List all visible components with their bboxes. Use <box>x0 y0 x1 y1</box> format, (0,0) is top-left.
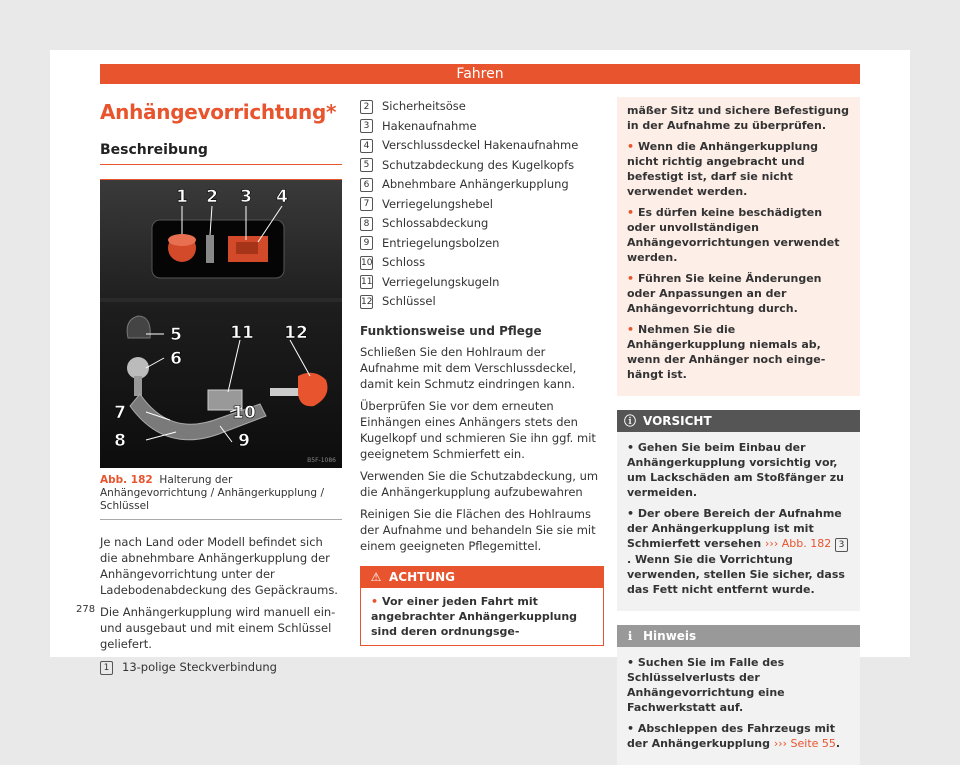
item-number: 5 <box>360 158 373 172</box>
list-item <box>360 136 604 156</box>
item-text: Schloss <box>382 255 426 269</box>
figure-label: 3 <box>240 187 252 207</box>
caution-text: Der obere Bereich der Aufnahme der Anhängerkupplung ist mit Schmierfett versehen <box>627 507 842 550</box>
item-number: 4 <box>360 139 373 153</box>
parts-list <box>360 97 604 312</box>
note-header <box>617 625 860 647</box>
item-number: 11 <box>361 277 373 288</box>
item-text: Schlüssel <box>382 294 436 308</box>
column-middle <box>360 97 604 646</box>
list-item <box>360 292 604 312</box>
item-text: Hakenaufnahme <box>382 118 477 133</box>
figure-label: 7 <box>114 403 126 423</box>
note-bullet: • Abschleppen des Fahrzeugs mit der Anhängerkupplung ››› Seite 55. <box>627 722 841 750</box>
item-text: Schlossabdeckung <box>382 216 489 230</box>
paragraph: Verwenden Sie die Schutzabdeckung, um die Anhängerkupplung aufzubewahren <box>360 468 599 499</box>
note-title: Hinweis <box>643 629 697 643</box>
warning-bullet <box>627 271 852 316</box>
caution-title: VORSICHT <box>643 414 712 428</box>
paragraph: Schließen Sie den Hohlraum der Aufnahme mit dem Verschlussdeckel, damit kein Schmutz eindringen kann. <box>360 344 577 391</box>
figure-label: 1 <box>176 187 188 207</box>
figure-caption <box>100 474 342 520</box>
note-body <box>617 647 860 765</box>
warning-continuation <box>617 97 860 396</box>
warning-text: Nehmen Sie die Anhängerkupplung niemals ab, wenn der Anhänger noch eingehängt ist. <box>627 323 826 381</box>
bullet-icon: • <box>371 594 379 608</box>
bullet-icon: • <box>627 272 635 285</box>
figure-ref-number: 3 <box>835 538 848 552</box>
bullet-icon: • <box>627 140 635 153</box>
item-number: 2 <box>360 100 373 114</box>
item-number: 10 <box>361 257 373 268</box>
note-text: Abschleppen des Fahrzeugs mit der Anhängerkupplung <box>627 722 835 750</box>
figure-label: 10 <box>232 403 256 423</box>
warning-text: Es dürfen keine beschädigten oder unvollständigen Anhängevorrichtungen verwendet werden. <box>627 206 840 264</box>
figure-illustration <box>100 180 342 468</box>
list-item <box>360 234 604 254</box>
list-item <box>360 253 604 273</box>
paragraph: Reinigen Sie die Flächen des Hohlraums der Aufnahme und behandeln Sie sie mit einem geeigneten Pflegemittel. <box>360 506 596 553</box>
item-number: 9 <box>360 236 373 250</box>
paragraph: Überprüfen Sie vor dem erneuten Einhängen eines Anhängers stets den Kugelkopf und schmieren Sie ihn ggf. mit geeignetem Schmierfett ein. <box>360 398 596 461</box>
info-icon: ℹ <box>627 629 633 643</box>
warning-bullet <box>627 322 852 382</box>
list-item <box>360 175 604 195</box>
item-number: 3 <box>360 119 373 133</box>
item-text: Entriegelungsbolzen <box>382 235 500 250</box>
bullet-icon: • <box>627 206 635 219</box>
list-item <box>360 195 604 215</box>
warning-body <box>361 588 603 645</box>
warning-header <box>361 566 603 588</box>
warning-box <box>360 566 604 646</box>
caution-body <box>617 432 860 611</box>
caution-text: Gehen Sie beim Einbau der Anhängerkupplung vorsichtig vor, um Lackschäden am Stoßfänger zu vermeiden. <box>627 441 844 499</box>
warning-text: Wenn die Anhängerkupplung nicht richtig angebracht und befestigt ist, darf sie nicht verwendet werden. <box>627 140 819 198</box>
warning-text: Vor einer jeden Fahrt mit angebrachter Anhängerkupplung sind deren ordnungsge- <box>371 594 578 638</box>
figure-label: 2 <box>206 187 218 207</box>
item-text: Verschlussdeckel Hakenaufnahme <box>382 138 579 152</box>
caption-text: Halterung der Anhängevorrichtung / Anhängerkupplung / Schlüssel <box>100 474 324 512</box>
caution-circle-icon: ⓘ <box>623 414 636 428</box>
item-number: 6 <box>360 178 373 192</box>
warning-title: ACHTUNG <box>389 569 455 584</box>
figure-label: 4 <box>276 187 288 207</box>
page-link[interactable]: ››› Seite 55 <box>773 737 836 750</box>
paragraph: Je nach Land oder Modell befindet sich die abnehmbare Anhängerkupplung der Anhängevorrichtung unter der Ladebodenabdeckung des Gepäckraums. <box>100 535 338 597</box>
caution-bullet: • Gehen Sie beim Einbau der Anhängerkupplung vorsichtig vor, um Lackschäden am Stoßfänger zu vermeiden. <box>627 441 844 499</box>
figure-label: 9 <box>238 431 250 451</box>
warning-text: Führen Sie keine Änderungen oder Anpassungen an der Anhängevorrichtung durch. <box>627 272 822 315</box>
figure-label: 6 <box>170 349 182 369</box>
warning-bullet <box>627 205 852 265</box>
list-item <box>360 117 604 137</box>
item-text: 13-polige Steckverbindung <box>122 660 277 674</box>
list-item <box>360 214 604 234</box>
list-item <box>360 156 604 176</box>
figure-link[interactable]: ››› Abb. 182 <box>765 537 832 550</box>
subsection-heading: Funktionsweise und Pflege <box>360 323 542 338</box>
item-number: 12 <box>361 296 373 307</box>
item-text: Sicherheitsöse <box>382 99 466 113</box>
column-left <box>100 100 342 678</box>
warning-triangle-icon: ⚠ <box>370 569 382 584</box>
column-right <box>617 97 860 765</box>
paragraph: Die Anhängerkupplung wird manuell ein- und ausgebaut und mit einem Schlüssel geliefert. <box>100 605 336 651</box>
item-number: 8 <box>360 217 373 231</box>
item-text: Verriegelungskugeln <box>382 274 500 289</box>
figure-label: 12 <box>284 323 308 343</box>
section-subtitle: Beschreibung <box>100 142 342 165</box>
caution-header <box>617 410 860 432</box>
warning-bullet <box>627 139 852 199</box>
caution-bullet: • Der obere Bereich der Aufnahme der Anhängerkupplung ist mit Schmierfett versehen ››› Abb. 182 3. Wenn Sie die Vorrichtung verwenden, stellen Sie sicher, dass das Fett nicht entfernt wurde. <box>627 506 852 597</box>
item-number: 1 <box>100 661 113 675</box>
caption-label: Abb. 182 <box>100 474 153 486</box>
page-number: 278 <box>76 604 96 615</box>
caution-text: . Wenn Sie die Vorrichtung verwenden, stellen Sie sicher, dass das Fett nicht entfernt wurde. <box>627 553 845 596</box>
item-text: Abnehmbare Anhängerkupplung <box>382 177 569 191</box>
figure-label: 11 <box>230 323 254 343</box>
note-text: Suchen Sie im Falle des Schlüsselverlusts der Anhängevorrichtung eine Fachwerkstatt auf. <box>627 656 785 714</box>
figure-label: 5 <box>170 325 182 345</box>
bullet-icon: • <box>627 323 635 336</box>
note-text: . <box>835 737 841 750</box>
note-bullet: • Suchen Sie im Falle des Schlüsselverlusts der Anhängevorrichtung eine Fachwerkstatt auf. <box>627 656 785 714</box>
section-header: Fahren <box>100 64 860 84</box>
list-item <box>360 97 604 117</box>
item-text: Verriegelungshebel <box>382 196 493 211</box>
warning-bullets <box>627 139 852 382</box>
warning-text: mäßer Sitz und sichere Befestigung in der Aufnahme zu überprüfen. <box>627 104 849 132</box>
item-number: 7 <box>360 197 373 211</box>
figure-tow-hitch <box>100 179 342 468</box>
figure-code: B5F-1086 <box>307 457 336 464</box>
item-text: Schutzabdeckung des Kugelkopfs <box>382 157 575 172</box>
list-item <box>100 658 342 678</box>
page-title: Anhängevorrichtung* <box>100 100 337 124</box>
figure-label: 8 <box>114 431 126 451</box>
list-item <box>360 273 604 293</box>
